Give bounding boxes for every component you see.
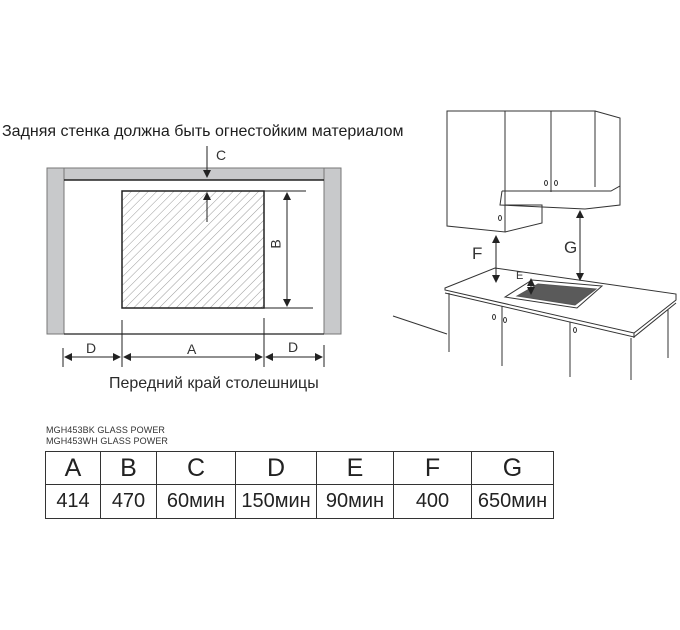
label-f: F <box>472 244 483 263</box>
cutout-area <box>122 191 264 308</box>
header-b: B <box>101 452 157 485</box>
table-header-row <box>46 452 554 485</box>
header-f: F <box>394 452 472 485</box>
label-g: G <box>564 238 578 257</box>
left-wall <box>47 168 64 334</box>
value-e: 90мин <box>317 485 394 519</box>
rear-wall-note: Задняя стенка должна быть огнестойким материалом <box>2 123 404 140</box>
label-a: A <box>187 341 197 357</box>
header-a: A <box>46 452 101 485</box>
value-c: 60мин <box>157 485 236 519</box>
header-d: D <box>236 452 317 485</box>
label-d-left: D <box>86 340 97 356</box>
value-a: 414 <box>46 485 101 519</box>
label-c: C <box>216 147 227 163</box>
top-view-diagram <box>47 146 341 367</box>
model-name-bk: MGH453BK GLASS POWER <box>46 425 166 435</box>
value-f: 400 <box>394 485 472 519</box>
label-d-right: D <box>288 339 299 355</box>
header-c: C <box>157 452 236 485</box>
table-value-row <box>46 485 554 519</box>
right-wall <box>324 168 341 334</box>
value-d: 150мин <box>236 485 317 519</box>
value-b: 470 <box>101 485 157 519</box>
label-b: B <box>267 239 284 249</box>
dimensions-table <box>45 451 554 519</box>
perspective-kitchen-diagram <box>393 111 676 380</box>
rear-wall <box>64 168 324 180</box>
label-e: E <box>516 270 524 282</box>
header-e: E <box>317 452 394 485</box>
value-g: 650мин <box>472 485 554 519</box>
front-edge-note: Передний край столешницы <box>109 375 319 392</box>
header-g: G <box>472 452 554 485</box>
model-name-wh: MGH453WH GLASS POWER <box>46 436 169 446</box>
